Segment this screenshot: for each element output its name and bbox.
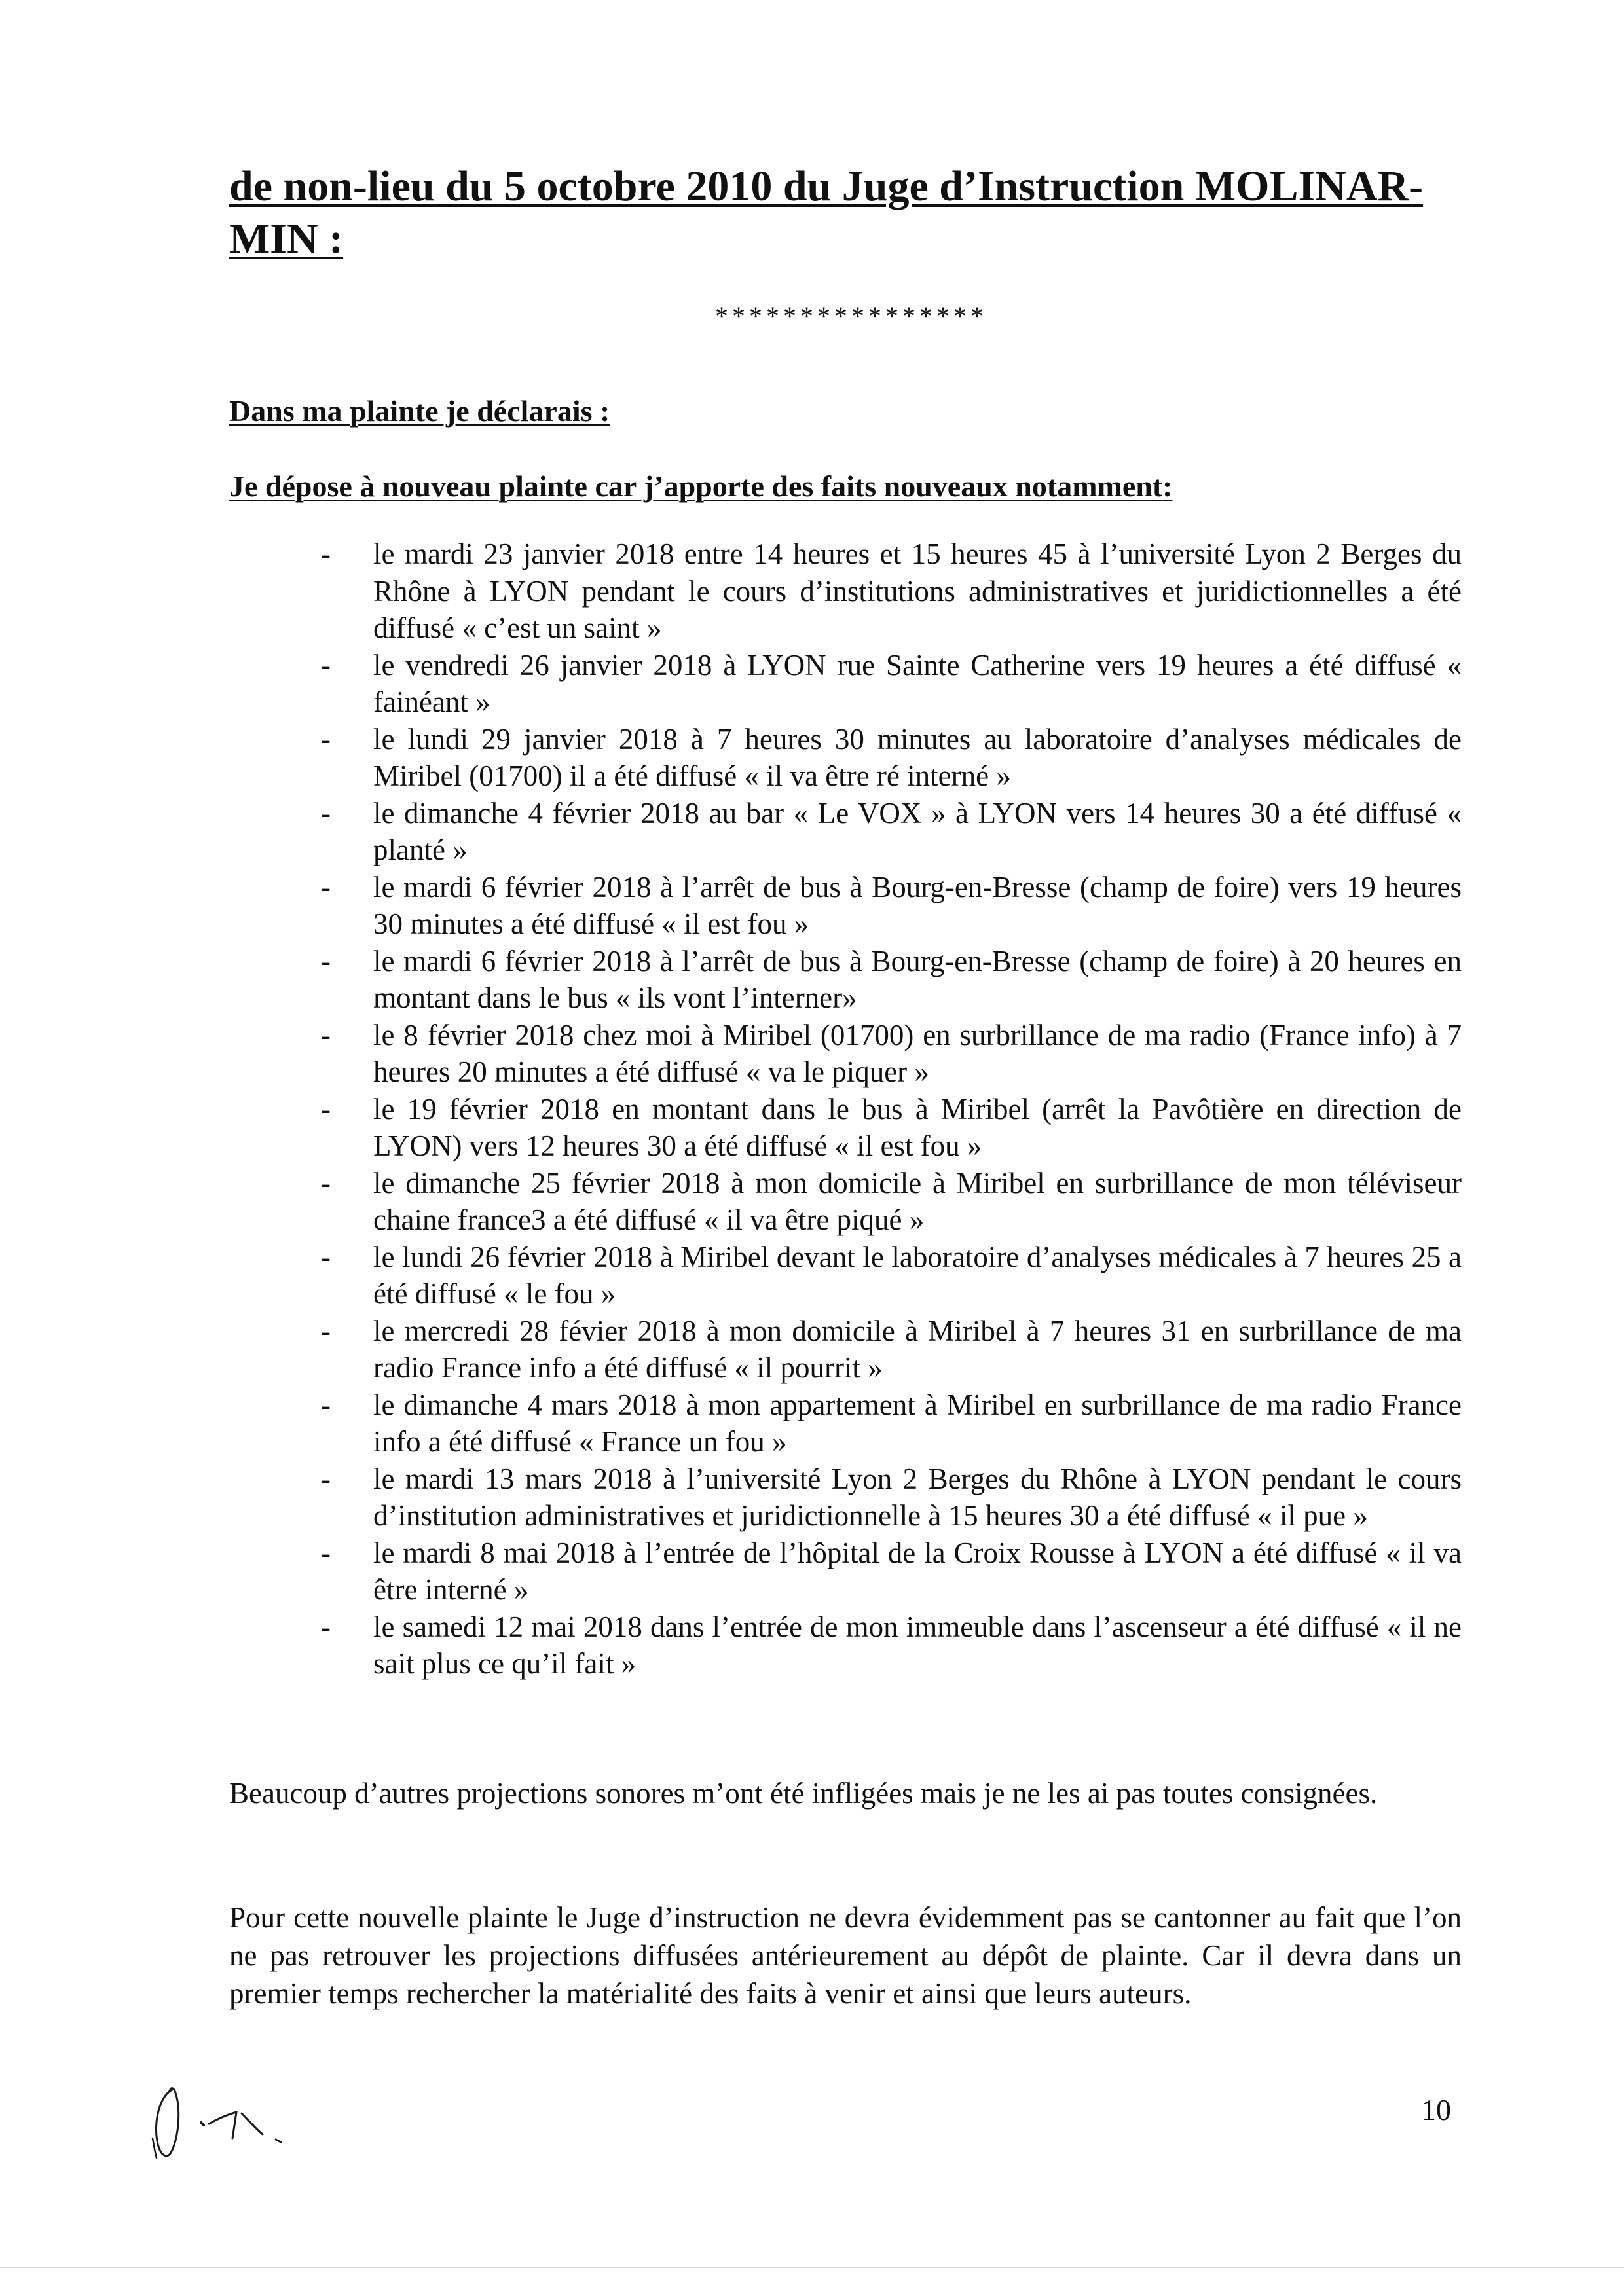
section-heading-complaint: Dans ma plainte je déclarais : — [229, 394, 610, 428]
list-dash: - — [321, 722, 331, 756]
paragraph-judge-instructions: Pour cette nouvelle plainte le Juge d’instruction ne devra évidemment pas se cantonner au fait que l’on ne pas retrouver les projections diffusées antérieurement au dépôt de plainte. Car il devra dans un premier temps rechercher la matérialité des faits à venir et ainsi que leurs auteurs. — [229, 1901, 1462, 2010]
fact-item-text: le lundi 29 janvier 2018 à 7 heures 30 minutes au laboratoire d’analyses médicales de Miribel (01700) il a été diffusé « il va être ré interné » — [373, 722, 1462, 792]
fact-item — [321, 1239, 1462, 1313]
fact-item — [321, 1461, 1462, 1535]
fact-item-text: le mardi 23 janvier 2018 entre 14 heures et 15 heures 45 à l’université Lyon 2 Berges du Rhône à LYON pendant le cours d’institutions administratives et juridictionnelles a été diffusé « c’est un saint » — [373, 538, 1462, 644]
facts-list — [321, 536, 1462, 1683]
paragraph-other-projections: Beaucoup d’autres projections sonores m’ont été infligées mais je ne les ai pas toutes consignées. — [229, 1777, 1378, 1810]
fact-item — [321, 721, 1462, 795]
fact-item-text: le vendredi 26 janvier 2018 à LYON rue Sainte Catherine vers 19 heures a été diffusé « fainéant » — [373, 648, 1462, 718]
page-title: de non-lieu du 5 octobre 2010 du Juge d’Instruction MOLINAR-MIN : — [229, 162, 1424, 263]
fact-item — [321, 1091, 1462, 1165]
section-heading-new-facts-text: Je dépose à nouveau plainte car j’apporte des faits nouveaux notamment — [229, 469, 1163, 503]
fact-item-text: le dimanche 4 février 2018 au bar « Le VOX » à LYON vers 14 heures 30 a été diffusé « planté » — [373, 796, 1462, 866]
fact-item — [321, 1609, 1462, 1683]
fact-item — [321, 943, 1462, 1017]
fact-item-text: le samedi 12 mai 2018 dans l’entrée de mon immeuble dans l’ascenseur a été diffusé « il ne sait plus ce qu’il fait » — [373, 1610, 1462, 1680]
list-dash: - — [321, 1610, 331, 1643]
list-dash: - — [321, 796, 331, 829]
fact-item-text: le 19 février 2018 en montant dans le bus à Miribel (arrêt la Pavôtière en direction de LYON) vers 12 heures 30 a été diffusé « il est fou » — [373, 1092, 1462, 1162]
fact-item — [321, 869, 1462, 943]
fact-item — [321, 1017, 1462, 1091]
fact-item-text: le mercredi 28 févier 2018 à mon domicile à Miribel à 7 heures 31 en surbrillance de ma radio France info a été diffusé « il pourrit » — [373, 1314, 1462, 1384]
fact-item-text: le mardi 13 mars 2018 à l’université Lyon 2 Berges du Rhône à LYON pendant le cours d’institution administratives et juridictionnelle à 15 heures 30 a été diffusé « il pue » — [373, 1462, 1462, 1532]
list-dash: - — [321, 1018, 331, 1051]
list-dash: - — [321, 648, 331, 682]
separator-stars: **************** — [715, 301, 987, 331]
fact-item — [321, 647, 1462, 721]
fact-item-text: le lundi 26 février 2018 à Miribel devant le laboratoire d’analyses médicales à 7 heures 25 a été diffusé « le fou » — [373, 1240, 1462, 1310]
section-heading-complaint-text: Dans ma plainte je déclarais — [229, 394, 593, 428]
fact-item-text: le mardi 8 mai 2018 à l’entrée de l’hôpital de la Croix Rousse à LYON a été diffusé « il va être interné » — [373, 1536, 1462, 1606]
scan-edge-line — [0, 2267, 1624, 2268]
fact-item — [321, 1387, 1462, 1461]
fact-item-text: le 8 février 2018 chez moi à Miribel (01700) en surbrillance de ma radio (France info) à 7 heures 20 minutes a été diffusé « va le piquer » — [373, 1018, 1462, 1088]
fact-item — [321, 795, 1462, 869]
list-dash: - — [321, 1314, 331, 1347]
handwritten-signature — [141, 2075, 337, 2167]
page-number: 10 — [1421, 2093, 1451, 2126]
fact-item-text: le dimanche 4 mars 2018 à mon appartement à Miribel en surbrillance de ma radio France info a été diffusé « France un fou » — [373, 1388, 1462, 1458]
fact-item-text: le dimanche 25 février 2018 à mon domicile à Miribel en surbrillance de mon téléviseur chaine france3 a été diffusé « il va être piqué » — [373, 1166, 1462, 1236]
fact-item — [321, 1535, 1462, 1609]
list-dash: - — [321, 1240, 331, 1273]
fact-item-text: le mardi 6 février 2018 à l’arrêt de bus à Bourg-en-Bresse (champ de foire) vers 19 heures 30 minutes a été diffusé « il est fou » — [373, 870, 1462, 940]
list-dash: - — [321, 944, 331, 977]
section-heading-new-facts: Je dépose à nouveau plainte car j’apporte des faits nouveaux notamment: — [229, 469, 1173, 503]
list-dash: - — [321, 1388, 331, 1421]
fact-item — [321, 536, 1462, 647]
list-dash: - — [321, 1462, 331, 1495]
list-dash: - — [321, 870, 331, 903]
list-dash: - — [321, 1536, 331, 1569]
fact-item-text: le mardi 6 février 2018 à l’arrêt de bus à Bourg-en-Bresse (champ de foire) à 20 heures en montant dans le bus « ils vont l’interner» — [373, 944, 1462, 1014]
list-dash: - — [321, 1092, 331, 1125]
list-dash: - — [321, 538, 331, 570]
fact-item — [321, 1165, 1462, 1239]
fact-item — [321, 1313, 1462, 1387]
list-dash: - — [321, 1166, 331, 1199]
